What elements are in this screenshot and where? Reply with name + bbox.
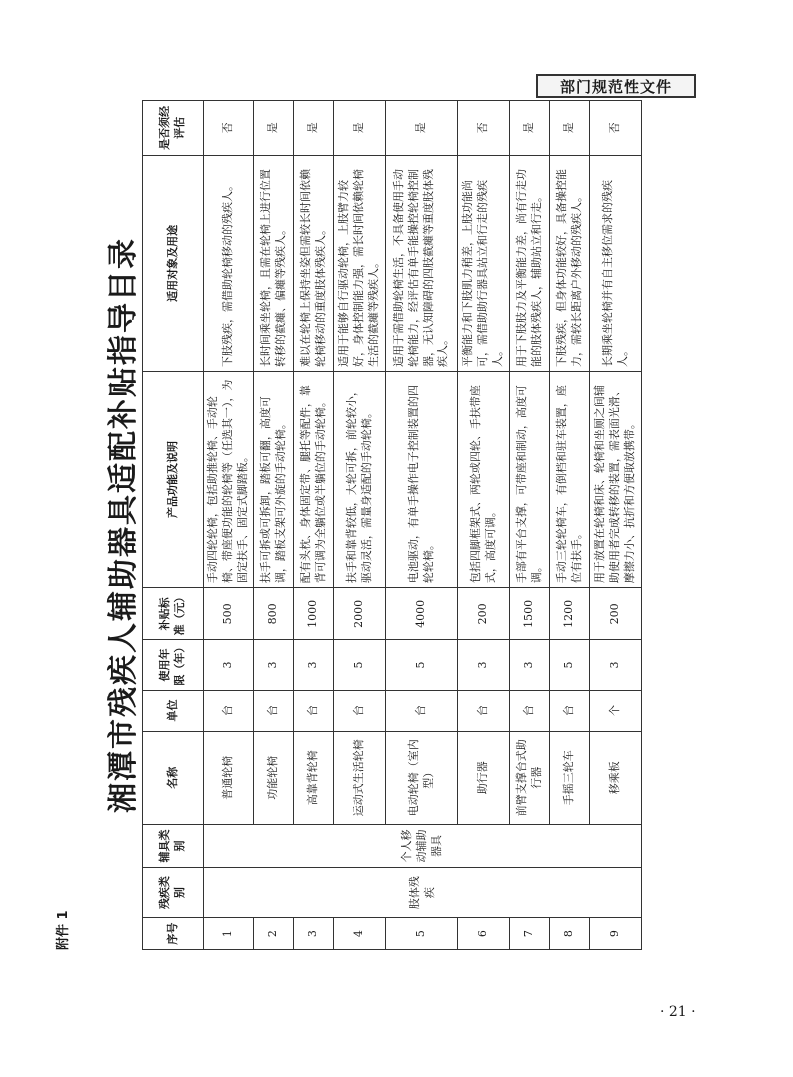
subsidy-catalog-table [142, 100, 642, 950]
row-years: 3 [510, 640, 550, 690]
row-no: 4 [334, 918, 386, 950]
row-years: 5 [550, 640, 590, 690]
row-no: 5 [386, 918, 458, 950]
row-no: 1 [204, 918, 254, 950]
row-target: 适用于能够自行驱动轮椅，上肢臂力较好，身体控制能力强，需长时间依赖轮椅生活的截瘫等残疾人。 [334, 155, 386, 371]
row-target: 用于下肢肢力及平衡能力差，尚有行走功能的肢体残疾人，辅助站立和行走。 [510, 155, 550, 371]
row-subsidy: 800 [254, 588, 294, 640]
row-assessment: 否 [590, 101, 642, 156]
row-name: 前臂支撑台式助行器 [510, 731, 550, 824]
row-target: 下肢残疾，需借助轮椅移动的残疾人。 [204, 155, 254, 371]
row-subsidy: 1500 [510, 588, 550, 640]
row-assessment: 是 [550, 101, 590, 156]
row-description: 扶手和靠背较低，大轮可拆，前轮较小，驱动灵活，需量身适配的手动轮椅。 [334, 371, 386, 587]
disability-category-cell: 肢体残疾 [204, 868, 642, 918]
document-type-badge: 部门规范性文件 [536, 74, 696, 98]
row-years: 3 [294, 640, 334, 690]
table-row [254, 101, 294, 950]
row-description: 用于放置在轮椅和床、轮椅和坐厕之间辅助使用者完成转移的装置，需表面光滑、摩擦力小、抗折和方便取放携带。 [590, 371, 642, 587]
row-target: 适用于需借助轮椅生活，不具备使用手动轮椅能力，经评估有单手能操控轮椅控制器，无认知障碍的四肢截瘫等重度肢体残疾人。 [386, 155, 458, 371]
row-no: 2 [254, 918, 294, 950]
table-row [386, 101, 458, 950]
col-header-name: 名称 [143, 731, 204, 824]
row-subsidy: 1000 [294, 588, 334, 640]
row-assessment: 是 [294, 101, 334, 156]
rotated-page-content [56, 100, 682, 950]
row-assessment: 是 [334, 101, 386, 156]
row-unit: 台 [458, 690, 510, 731]
row-description: 手动三轮轮椅车，有倒档和驻车装置，座位有扶手。 [550, 371, 590, 587]
row-name: 移乘板 [590, 731, 642, 824]
row-assessment: 是 [510, 101, 550, 156]
row-unit: 台 [294, 690, 334, 731]
row-unit: 台 [334, 690, 386, 731]
row-assessment: 是 [254, 101, 294, 156]
page-title: 湘潭市残疾人辅助器具适配补贴指导目录 [106, 237, 141, 813]
col-header-target: 适用对象及用途 [143, 155, 204, 371]
row-description: 手动四轮轮椅，包括助推轮椅、手动轮椅、带座便功能的轮椅等（任选其一），为固定扶手、固定式脚踏板。 [204, 371, 254, 587]
row-no: 6 [458, 918, 510, 950]
row-no: 8 [550, 918, 590, 950]
table-row [510, 101, 550, 950]
row-unit: 个 [590, 690, 642, 731]
row-description: 配有头枕、身体固定带、腿托等配件，靠背可调为全躺位或半躺位的手动轮椅。 [294, 371, 334, 587]
row-assessment: 否 [204, 101, 254, 156]
table-row [590, 101, 642, 950]
table-row [294, 101, 334, 950]
row-name: 运动式生活轮椅 [334, 731, 386, 824]
col-header-subsidy: 补贴标准（元） [143, 588, 204, 640]
col-header-no: 序号 [143, 918, 204, 950]
row-years: 3 [458, 640, 510, 690]
aid-category-cell: 个人移动辅助器具 [204, 824, 642, 867]
table-header-row [143, 101, 204, 950]
col-header-disability-category: 残疾类别 [143, 868, 204, 918]
row-target: 难以在轮椅上保持坐姿但需较长时间依赖轮椅移动的重度肢体残疾人。 [294, 155, 334, 371]
row-description: 电池驱动，有单手操作电子控制装置的四轮轮椅。 [386, 371, 458, 587]
row-unit: 台 [550, 690, 590, 731]
row-target: 下肢残疾，但身体功能较好，具备操控能力，需较长距离户外移动的残疾人。 [550, 155, 590, 371]
row-subsidy: 200 [590, 588, 642, 640]
row-years: 3 [204, 640, 254, 690]
row-description: 扶手可拆或可拆卸，踏板可翻，高度可调，踏板支架可外旋的手动轮椅。 [254, 371, 294, 587]
row-target: 平衡能力和下肢肌力稍差，上肢功能尚可，需借助助行器具站立和行走的残疾人。 [458, 155, 510, 371]
table-row [204, 101, 254, 950]
row-no: 3 [294, 918, 334, 950]
row-name: 功能轮椅 [254, 731, 294, 824]
row-name: 高靠背轮椅 [294, 731, 334, 824]
row-name: 手摇三轮车 [550, 731, 590, 824]
row-unit: 台 [510, 690, 550, 731]
page-number: · 21 · [660, 1004, 696, 1020]
row-years: 5 [386, 640, 458, 690]
row-no: 9 [590, 918, 642, 950]
row-subsidy: 200 [458, 588, 510, 640]
row-unit: 台 [254, 690, 294, 731]
row-unit: 台 [204, 690, 254, 731]
row-subsidy: 4000 [386, 588, 458, 640]
col-header-years: 使用年限（年） [143, 640, 204, 690]
row-years: 3 [254, 640, 294, 690]
row-description: 手部有平台支撑，可带座和制动，高度可调。 [510, 371, 550, 587]
row-unit: 台 [386, 690, 458, 731]
row-description: 包括四脚框架式、两轮或四轮、手扶带座式，高度可调。 [458, 371, 510, 587]
row-years: 5 [334, 640, 386, 690]
row-subsidy: 1200 [550, 588, 590, 640]
row-assessment: 否 [458, 101, 510, 156]
col-header-aid-category: 辅具类别 [143, 824, 204, 867]
row-name: 助行器 [458, 731, 510, 824]
row-assessment: 是 [386, 101, 458, 156]
row-subsidy: 2000 [334, 588, 386, 640]
table-row [550, 101, 590, 950]
row-name: 电动轮椅（室内型） [386, 731, 458, 824]
row-target: 长时间乘坐轮椅，且需在轮椅上进行位置转移的截瘫、偏瘫等残疾人。 [254, 155, 294, 371]
table-row [458, 101, 510, 950]
col-header-unit: 单位 [143, 690, 204, 731]
row-subsidy: 500 [204, 588, 254, 640]
col-header-assessment: 是否须经评估 [143, 101, 204, 156]
row-target: 长期乘坐轮椅并有自主移位需求的残疾人。 [590, 155, 642, 371]
row-name: 普通轮椅 [204, 731, 254, 824]
table-row [334, 101, 386, 950]
row-no: 7 [510, 918, 550, 950]
col-header-description: 产品功能及说明 [143, 371, 204, 587]
row-years: 3 [590, 640, 642, 690]
attachment-label: 附件 1 [56, 910, 71, 950]
